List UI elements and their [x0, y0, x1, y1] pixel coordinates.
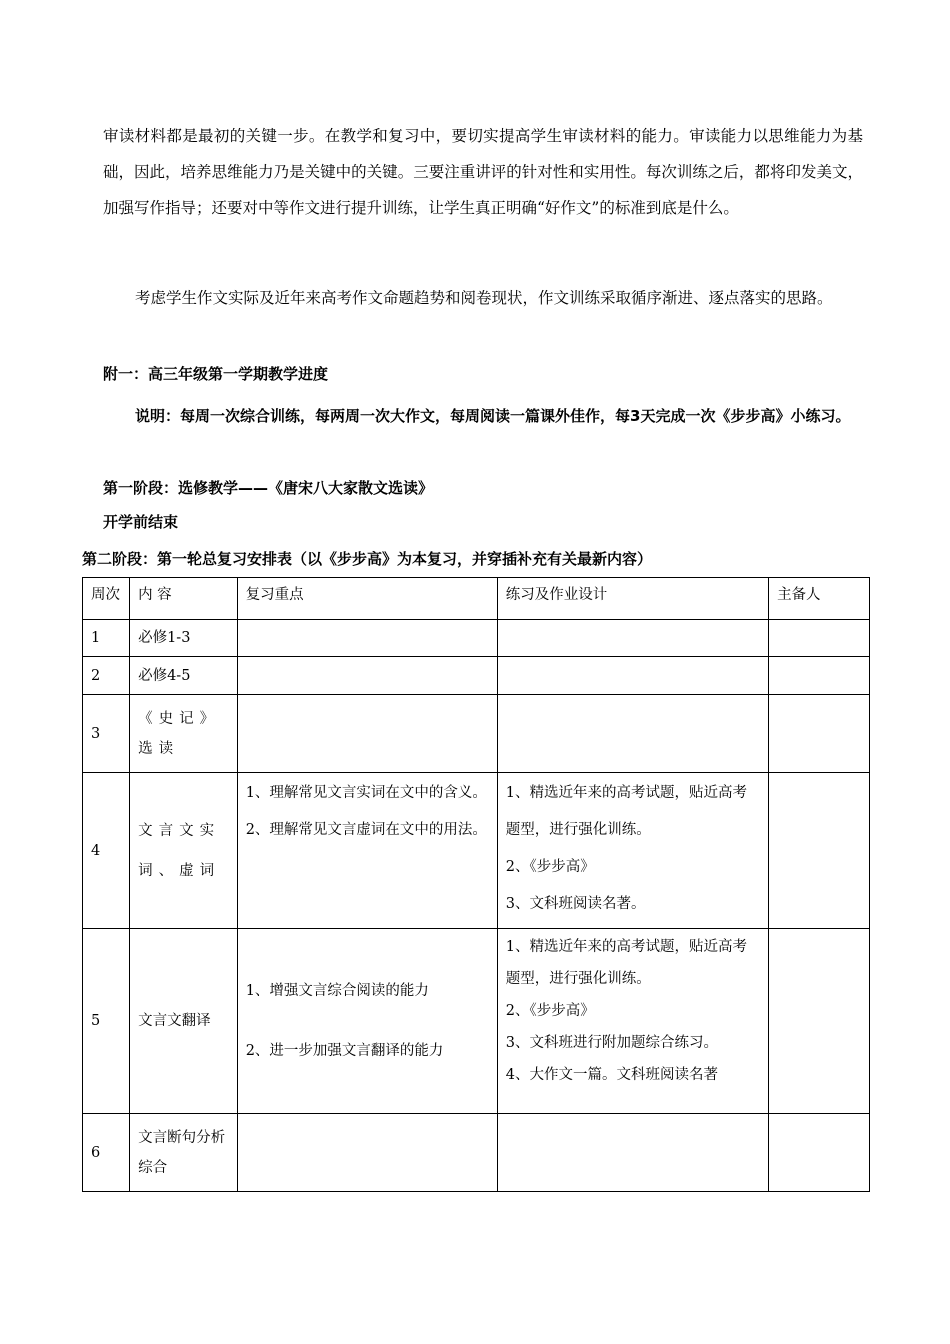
header-focus: 复习重点	[237, 578, 497, 620]
week-cell: 4	[83, 773, 130, 929]
header-week: 周次	[83, 578, 130, 620]
focus-cell	[237, 773, 497, 929]
header-exercise: 练习及作业设计	[497, 578, 768, 620]
focus-cell	[237, 657, 497, 695]
exercise-cell	[497, 695, 768, 773]
stage1-end: 开学前结束	[103, 513, 179, 531]
focus-item: 1、增强文言综合阅读的能力	[245, 983, 429, 999]
exercise-item: 1、精选近年来的高考试题，贴近高考题型，进行强化训练。	[505, 939, 747, 987]
week-cell: 2	[83, 657, 130, 695]
focus-cell	[237, 695, 497, 773]
header-owner: 主备人	[769, 578, 870, 620]
exercise-cell	[497, 773, 768, 929]
content-cell: 《史记》选读	[130, 695, 238, 773]
exercise-item: 2、《步步高》	[505, 1003, 595, 1019]
exercise-cell	[497, 1114, 768, 1192]
second-paragraph-text: 考虑学生作文实际及近年来高考作文命题趋势和阅卷现状，作文训练采取循序渐进、逐点落实的思路。	[135, 289, 833, 307]
table-row	[83, 1114, 870, 1192]
focus-item: 2、理解常见文言虚词在文中的用法。	[245, 822, 487, 838]
exercise-item: 2、《步步高》	[505, 859, 595, 875]
intro-paragraph: 审读材料都是最初的关键一步。在教学和复习中，要切实提高学生审读材料的能力。审读能力以思维能力为基础，因此，培养思维能力乃是关键中的关键。三要注重讲评的针对性和实用性。每次训练之后，都将印发美文，加强写作指导；还要对中等作文进行提升训练，让学生真正明确“好作文”的标准到底是什么。	[103, 127, 863, 217]
exercise-cell	[497, 657, 768, 695]
owner-cell	[769, 657, 870, 695]
exercise-item: 4、大作文一篇。文科班阅读名著	[505, 1067, 718, 1083]
stage1-title: 第一阶段：选修教学——《唐宋八大家散文选读》	[103, 479, 434, 497]
owner-cell	[769, 620, 870, 657]
focus-cell	[237, 1114, 497, 1192]
content-cell: 必修4-5	[130, 657, 238, 695]
schedule-note: 说明：每周一次综合训练，每两周一次大作文，每周阅读一篇课外佳作，每3天完成一次《步步高》小练习。	[135, 407, 851, 425]
table-row	[83, 695, 870, 773]
header-content: 内 容	[130, 578, 238, 620]
focus-item: 2、进一步加强文言翻译的能力	[245, 1043, 444, 1059]
week-cell: 6	[83, 1114, 130, 1192]
content-cell: 必修1-3	[130, 620, 238, 657]
content-cell: 文言文翻译	[130, 929, 238, 1114]
table-row	[83, 620, 870, 657]
week-cell: 3	[83, 695, 130, 773]
appendix-title: 附一：高三年级第一学期教学进度	[103, 365, 329, 383]
content-cell: 文言文实词、虚词	[130, 773, 238, 929]
owner-cell	[769, 695, 870, 773]
focus-cell	[237, 929, 497, 1114]
content-cell: 文言断句分析综合	[130, 1114, 238, 1192]
exercise-cell	[497, 929, 768, 1114]
table-row	[83, 929, 870, 1114]
exercise-cell	[497, 620, 768, 657]
week-cell: 5	[83, 929, 130, 1114]
second-paragraph	[103, 280, 863, 316]
focus-item: 1、理解常见文言实词在文中的含义。	[245, 785, 487, 801]
owner-cell	[769, 773, 870, 929]
table-row	[83, 773, 870, 929]
table-row	[83, 657, 870, 695]
focus-cell	[237, 620, 497, 657]
exercise-item: 3、文科班阅读名著。	[505, 896, 646, 912]
owner-cell	[769, 929, 870, 1114]
week-cell: 1	[83, 620, 130, 657]
owner-cell	[769, 1114, 870, 1192]
exercise-item: 3、文科班进行附加题综合练习。	[505, 1035, 718, 1051]
table-header-row	[83, 578, 870, 620]
stage2-title: 第二阶段：第一轮总复习安排表（以《步步高》为本复习，并穿插补充有关最新内容）	[82, 550, 653, 568]
review-schedule-table	[82, 577, 870, 1192]
exercise-item: 1、精选近年来的高考试题，贴近高考题型，进行强化训练。	[505, 785, 747, 838]
